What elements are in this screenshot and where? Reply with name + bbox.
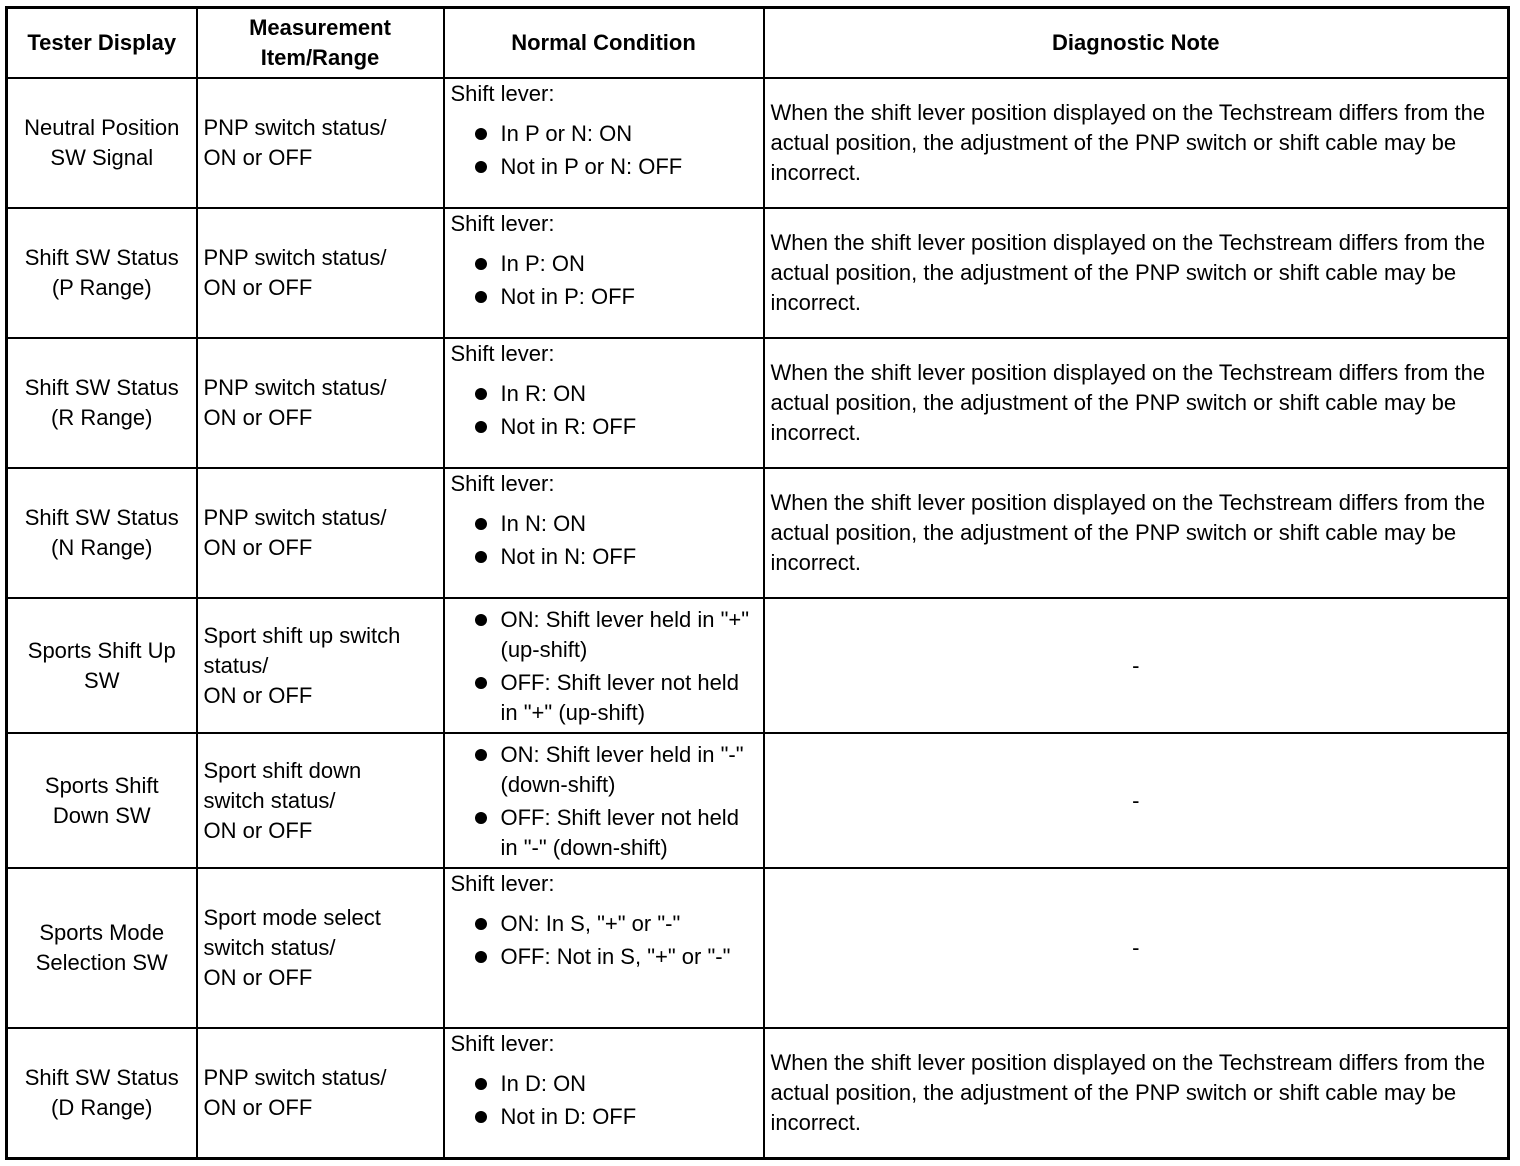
tester-display-cell: Shift SW Status (R Range): [7, 338, 197, 468]
condition-text: OFF: Shift lever not held in "-" (down-shift): [500, 804, 739, 860]
measurement-item-cell: PNP switch status/ ON or OFF: [197, 1028, 444, 1158]
tester-display-cell: Sports Shift Down SW: [7, 733, 197, 868]
table-row: [7, 868, 1509, 1028]
bullet-dot-icon: [475, 918, 487, 930]
normal-condition-cell: [444, 868, 764, 1028]
bullet-dot-icon: [475, 951, 487, 963]
bullet-dot-icon: [475, 812, 487, 824]
measurement-item-cell: Sport mode select switch status/ ON or OFF: [197, 868, 444, 1028]
condition-list: [451, 605, 757, 728]
table-row: [7, 208, 1509, 338]
bullet-dot-icon: [475, 677, 487, 689]
condition-item: [469, 412, 757, 442]
bullet-dot-icon: [475, 518, 487, 530]
condition-item: [469, 249, 757, 279]
table-row: [7, 468, 1509, 598]
condition-item: [469, 1102, 757, 1132]
condition-text: OFF: Shift lever not held in "+" (up-shift): [500, 669, 739, 725]
table-row: [7, 338, 1509, 468]
condition-text: In P or N: ON: [500, 121, 633, 146]
condition-item: [469, 1069, 757, 1099]
header-row: [7, 8, 1509, 79]
table-row: [7, 733, 1509, 868]
table-row: [7, 598, 1509, 733]
condition-intro: Shift lever:: [450, 1031, 555, 1056]
tester-display-cell: Shift SW Status (D Range): [7, 1028, 197, 1158]
condition-item: [469, 909, 757, 939]
normal-condition-cell: [444, 468, 764, 598]
normal-condition-cell: [444, 733, 764, 868]
diagnostic-note-cell: -: [764, 733, 1509, 868]
condition-intro: Shift lever:: [450, 81, 555, 106]
condition-text: ON: Shift lever held in "-" (down-shift): [500, 741, 744, 797]
diagnostic-note-cell: When the shift lever position displayed on the Techstream differs from the actual position, the adjustment of the PNP switch or shift cable may be incorrect.: [764, 468, 1509, 598]
normal-condition-cell: [444, 208, 764, 338]
condition-intro: Shift lever:: [450, 871, 555, 896]
condition-intro: Shift lever:: [450, 211, 555, 236]
header-diagnostic-note: Diagnostic Note: [764, 8, 1509, 79]
table-body: [7, 78, 1509, 1158]
condition-text: In D: ON: [500, 1071, 587, 1096]
condition-list: [451, 1069, 757, 1132]
condition-list: [451, 509, 757, 572]
bullet-dot-icon: [475, 388, 487, 400]
bullet-dot-icon: [475, 161, 487, 173]
bullet-dot-icon: [475, 291, 487, 303]
condition-item: [469, 740, 757, 800]
tester-display-cell: Neutral Position SW Signal: [7, 78, 197, 208]
bullet-dot-icon: [475, 1078, 487, 1090]
bullet-dot-icon: [475, 421, 487, 433]
condition-text: Not in P or N: OFF: [500, 154, 683, 179]
diagnostic-note-cell: When the shift lever position displayed on the Techstream differs from the actual position, the adjustment of the PNP switch or shift cable may be incorrect.: [764, 338, 1509, 468]
condition-item: [469, 542, 757, 572]
condition-text: Not in D: OFF: [500, 1104, 637, 1129]
tester-display-cell: Sports Shift Up SW: [7, 598, 197, 733]
diagnostic-note-cell: When the shift lever position displayed on the Techstream differs from the actual position, the adjustment of the PNP switch or shift cable may be incorrect.: [764, 208, 1509, 338]
condition-intro: Shift lever:: [450, 341, 555, 366]
condition-item: [469, 605, 757, 665]
tester-display-cell: Shift SW Status (P Range): [7, 208, 197, 338]
tester-display-cell: Sports Mode Selection SW: [7, 868, 197, 1028]
bullet-dot-icon: [475, 614, 487, 626]
condition-text: Not in P: OFF: [500, 284, 635, 309]
normal-condition-cell: [444, 1028, 764, 1158]
normal-condition-cell: [444, 78, 764, 208]
condition-item: [469, 668, 757, 728]
diagnostic-note-cell: -: [764, 598, 1509, 733]
condition-item: [469, 942, 757, 972]
diagnostic-note-cell: -: [764, 868, 1509, 1028]
data-list-table: [5, 6, 1510, 1160]
condition-list: [451, 740, 757, 863]
condition-text: Not in N: OFF: [500, 544, 637, 569]
bullet-dot-icon: [475, 551, 487, 563]
measurement-item-cell: PNP switch status/ ON or OFF: [197, 468, 444, 598]
table-row: [7, 1028, 1509, 1158]
tester-display-cell: Shift SW Status (N Range): [7, 468, 197, 598]
header-normal-condition: Normal Condition: [444, 8, 764, 79]
condition-item: [469, 803, 757, 863]
condition-text: ON: Shift lever held in "+" (up-shift): [500, 606, 750, 662]
bullet-dot-icon: [475, 749, 487, 761]
condition-intro: Shift lever:: [450, 471, 555, 496]
header-measurement-item: Measurement Item/Range: [197, 8, 444, 79]
measurement-item-cell: Sport shift down switch status/ ON or OFF: [197, 733, 444, 868]
condition-list: [451, 119, 757, 182]
condition-item: [469, 119, 757, 149]
measurement-item-cell: Sport shift up switch status/ ON or OFF: [197, 598, 444, 733]
diagnostic-note-cell: When the shift lever position displayed on the Techstream differs from the actual position, the adjustment of the PNP switch or shift cable may be incorrect.: [764, 78, 1509, 208]
diagnostic-note-cell: When the shift lever position displayed on the Techstream differs from the actual position, the adjustment of the PNP switch or shift cable may be incorrect.: [764, 1028, 1509, 1158]
condition-text: OFF: Not in S, "+" or "-": [500, 944, 731, 969]
measurement-item-cell: PNP switch status/ ON or OFF: [197, 78, 444, 208]
condition-item: [469, 152, 757, 182]
condition-text: In N: ON: [500, 511, 587, 536]
table-row: [7, 78, 1509, 208]
bullet-dot-icon: [475, 258, 487, 270]
normal-condition-cell: [444, 338, 764, 468]
normal-condition-cell: [444, 598, 764, 733]
condition-item: [469, 282, 757, 312]
condition-list: [451, 379, 757, 442]
header-tester-display: Tester Display: [7, 8, 197, 79]
condition-item: [469, 379, 757, 409]
condition-item: [469, 509, 757, 539]
measurement-item-cell: PNP switch status/ ON or OFF: [197, 208, 444, 338]
condition-text: ON: In S, "+" or "-": [500, 911, 681, 936]
condition-list: [451, 909, 757, 972]
bullet-dot-icon: [475, 128, 487, 140]
condition-text: Not in R: OFF: [500, 414, 637, 439]
table-header: [7, 8, 1509, 79]
measurement-item-cell: PNP switch status/ ON or OFF: [197, 338, 444, 468]
condition-text: In R: ON: [500, 381, 587, 406]
condition-text: In P: ON: [500, 251, 585, 276]
bullet-dot-icon: [475, 1111, 487, 1123]
condition-list: [451, 249, 757, 312]
